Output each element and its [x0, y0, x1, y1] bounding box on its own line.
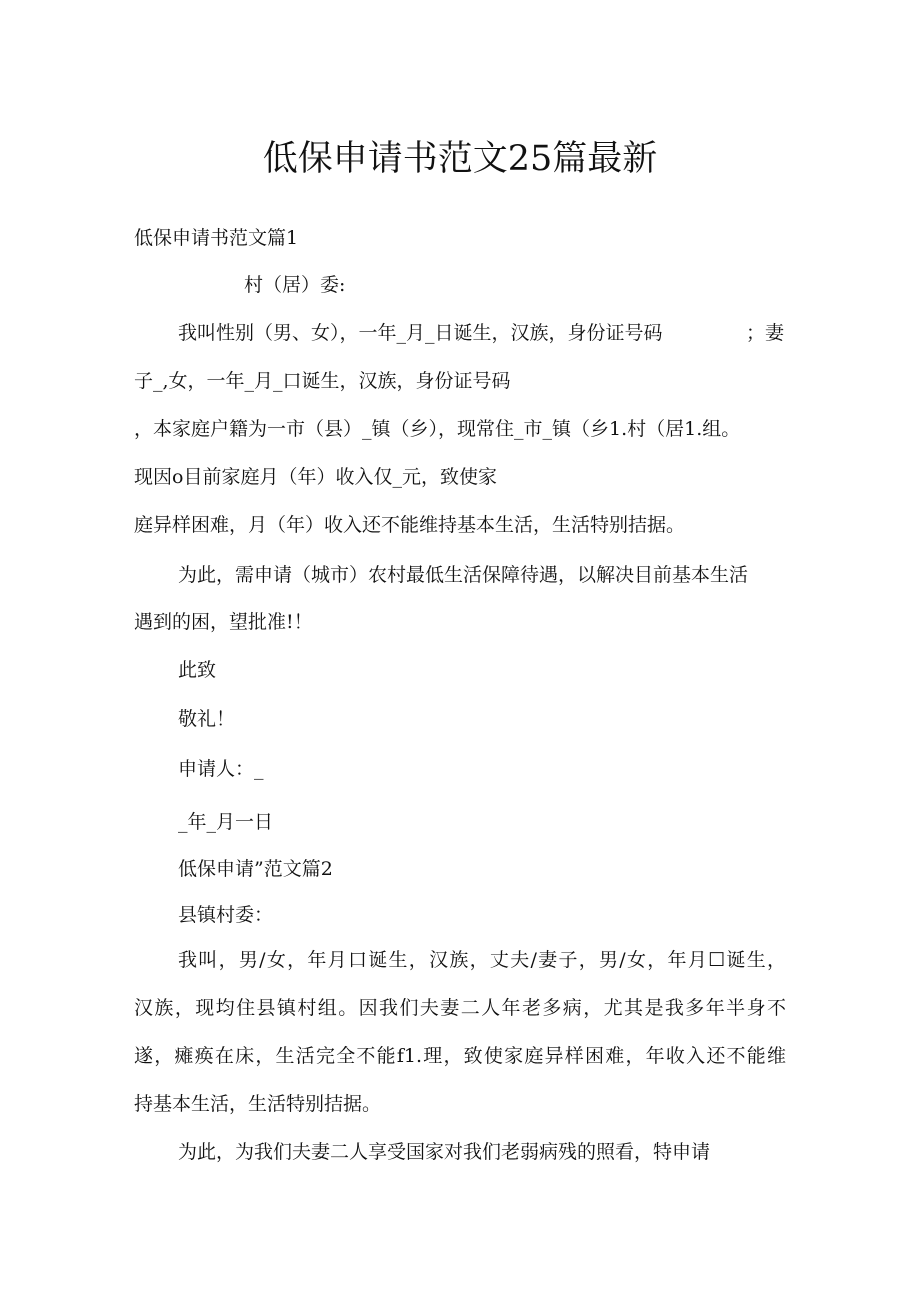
section-heading-2: 低保申请”范文篇2 — [178, 858, 333, 880]
body-line: 现因o目前家庭月（年）收入仅_元，致使家 — [134, 466, 497, 488]
body-line: 我叫性别（男、女），一年_月_日诞生，汉族，身份证号码 — [178, 322, 663, 344]
salutation-2: 县镇村委： — [178, 904, 274, 926]
body-line: 遇到的困，望批准!！ — [134, 611, 313, 633]
body-line-fragment: ；妻 — [746, 322, 785, 344]
section-heading-1: 低保申请书范文篇1 — [134, 227, 299, 249]
body-line: 子_,女，一年_月_口诞生，汉族，身份证号码 — [134, 370, 511, 392]
date-line: _年_月一日 — [178, 811, 274, 833]
body-line: 持基本生活，生活特别拮据。 — [134, 1093, 382, 1115]
body-line: 为此，为我们夫妻二人享受国家对我们老弱病残的照看，特申请 — [178, 1141, 711, 1163]
body-line: 庭异样困难，月（年）收入还不能维持基本生活，生活特别拮据。 — [134, 514, 686, 536]
closing-line: 此致 — [178, 659, 217, 681]
body-line: 遂，瘫痪在床，生活完全不能f1.理，致使家庭异样困难，年收入还不能维 — [134, 1045, 786, 1067]
body-line: ，本家庭户籍为一市（县）_镇（乡），现常住_市_镇（乡1.村（居1.组。 — [134, 418, 741, 440]
body-line: 我叫，男/女，年月口诞生，汉族，丈夫/妻子，男/女，年月☐诞生， — [178, 949, 786, 971]
document-title: 低保申请书范文25篇最新 — [262, 139, 658, 179]
body-line: 为此，需申请（城市）农村最低生活保障待遇，以解决目前基本生活 — [178, 564, 749, 586]
salutation-1: 村（居）委: — [244, 274, 346, 296]
applicant-line: 申请人：_ — [178, 758, 264, 780]
closing-line: 敬礼！ — [178, 708, 236, 730]
body-line: 汉族，现均住县镇村组。因我们夫妻二人年老多病，尤其是我多年半身不 — [134, 997, 786, 1019]
